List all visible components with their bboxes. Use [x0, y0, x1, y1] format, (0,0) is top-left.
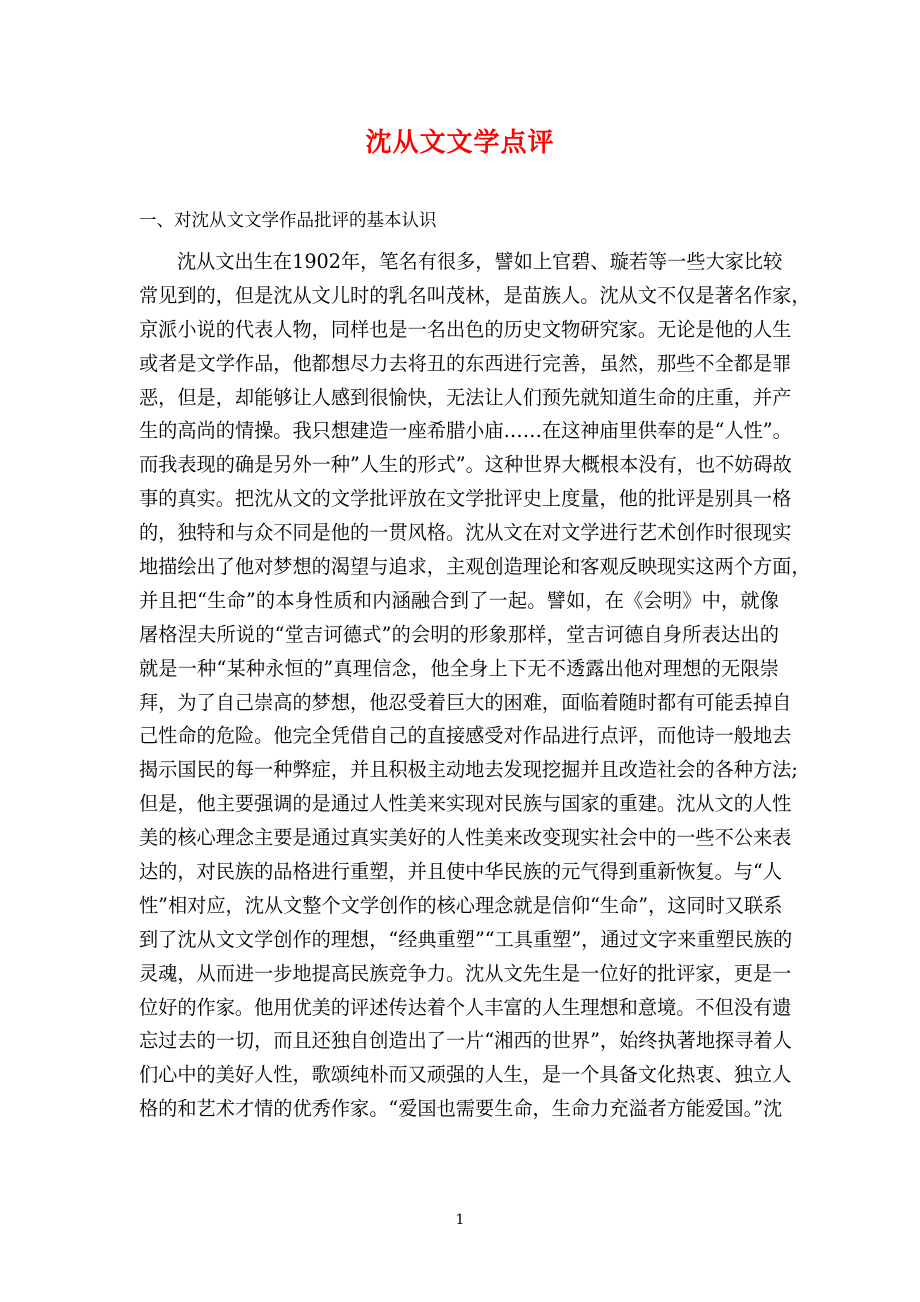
paragraph-line: 京派小说的代表人物，同样也是一名出色的历史文物研究家。无论是他的人生 [139, 317, 792, 341]
paragraph-line: 到了沈从文文学创作的理想，“经典重塑”“工具重塑”，通过文字来重塑民族的 [139, 927, 793, 951]
paragraph-line: 灵魂，从而进一步地提高民族竞争力。沈从文先生是一位好的批评家，更是一 [139, 961, 792, 985]
paragraph-line: 或者是文学作品，他都想尽力去将丑的东西进行完善，虽然，那些不全都是罪 [139, 351, 792, 375]
paragraph-line: 美的核心理念主要是通过真实美好的人性美来改变现实社会中的一些不公来表 [139, 826, 792, 850]
paragraph-line: 屠格涅夫所说的“堂吉诃德式”的会明的形象那样，堂吉诃德自身所表达出的 [139, 622, 779, 646]
paragraph-line: 事的真实。把沈从文的文学批评放在文学批评史上度量，他的批评是别具一格 [139, 487, 792, 511]
paragraph-line: 拜，为了自己崇高的梦想，他忍受着巨大的困难，面临着随时都有可能丢掉自 [139, 690, 792, 714]
paragraph-line: 的，独特和与众不同是他的一贯风格。沈从文在对文学进行艺术创作时很现实 [139, 521, 792, 545]
paragraph-line: 格的和艺术才情的优秀作家。“爱国也需要生命，生命力充溢者方能爱国。”沈 [139, 1097, 783, 1121]
page-number: 1 [455, 1212, 465, 1228]
document-title: 沈从文文学点评 [365, 128, 555, 158]
paragraph-line: 揭示国民的每一种弊症，并且积极主动地去发现挖掘并且改造社会的各种方法; [139, 758, 798, 782]
paragraph-line: 己性命的危险。他完全凭借自己的直接感受对作品进行点评，而他诗一般地去 [139, 724, 792, 748]
paragraph-line: 沈从文出生在1902年，笔名有很多，譬如上官碧、璇若等一些大家比较 [177, 250, 783, 273]
paragraph-line: 位好的作家。他用优美的评述传达着个人丰富的人生理想和意境。不但没有遗 [139, 995, 792, 1019]
paragraph-line: 忘过去的一切，而且还独自创造出了一片“湘西的世界”，始终执著地探寻着人 [139, 1029, 792, 1053]
paragraph-line: 常见到的，但是沈从文儿时的乳名叫茂林，是苗族人。沈从文不仅是著名作家， [139, 283, 811, 307]
body-paragraph [139, 245, 811, 1126]
paragraph-line: 性”相对应，沈从文整个文学创作的核心理念就是信仰“生命”，这同时又联系 [139, 893, 783, 917]
paragraph-line: 们心中的美好人性，歌颂纯朴而又顽强的人生，是一个具备文化热衷、独立人 [139, 1063, 792, 1087]
paragraph-line: 就是一种“某种永恒的”真理信念，他全身上下无不透露出他对理想的无限崇 [139, 656, 779, 680]
paragraph-line: 达的，对民族的品格进行重塑，并且使中华民族的元气得到重新恢复。与“人 [139, 860, 782, 884]
section-heading: 一、对沈从文文学作品批评的基本认识 [139, 211, 437, 231]
paragraph-line: 恶，但是，却能够让人感到很愉快，无法让人们预先就知道生命的庄重，并产 [139, 385, 792, 409]
paragraph-line: 地描绘出了他对梦想的渴望与追求，主观创造理论和客观反映现实这两个方面， [139, 555, 811, 579]
paragraph-line: 生的高尚的情操。我只想建造一座希腊小庙……在这神庙里供奉的是“人性”。 [139, 419, 792, 443]
paragraph-line: 而我表现的确是另外一种”人生的形式”。这种世界大概根本没有，也不妨碍故 [139, 453, 792, 477]
paragraph-line: 并且把“生命”的本身性质和内涵融合到了一起。譬如，在《会明》中，就像 [139, 588, 779, 612]
paragraph-line: 但是，他主要强调的是通过人性美来实现对民族与国家的重建。沈从文的人性 [139, 792, 792, 816]
